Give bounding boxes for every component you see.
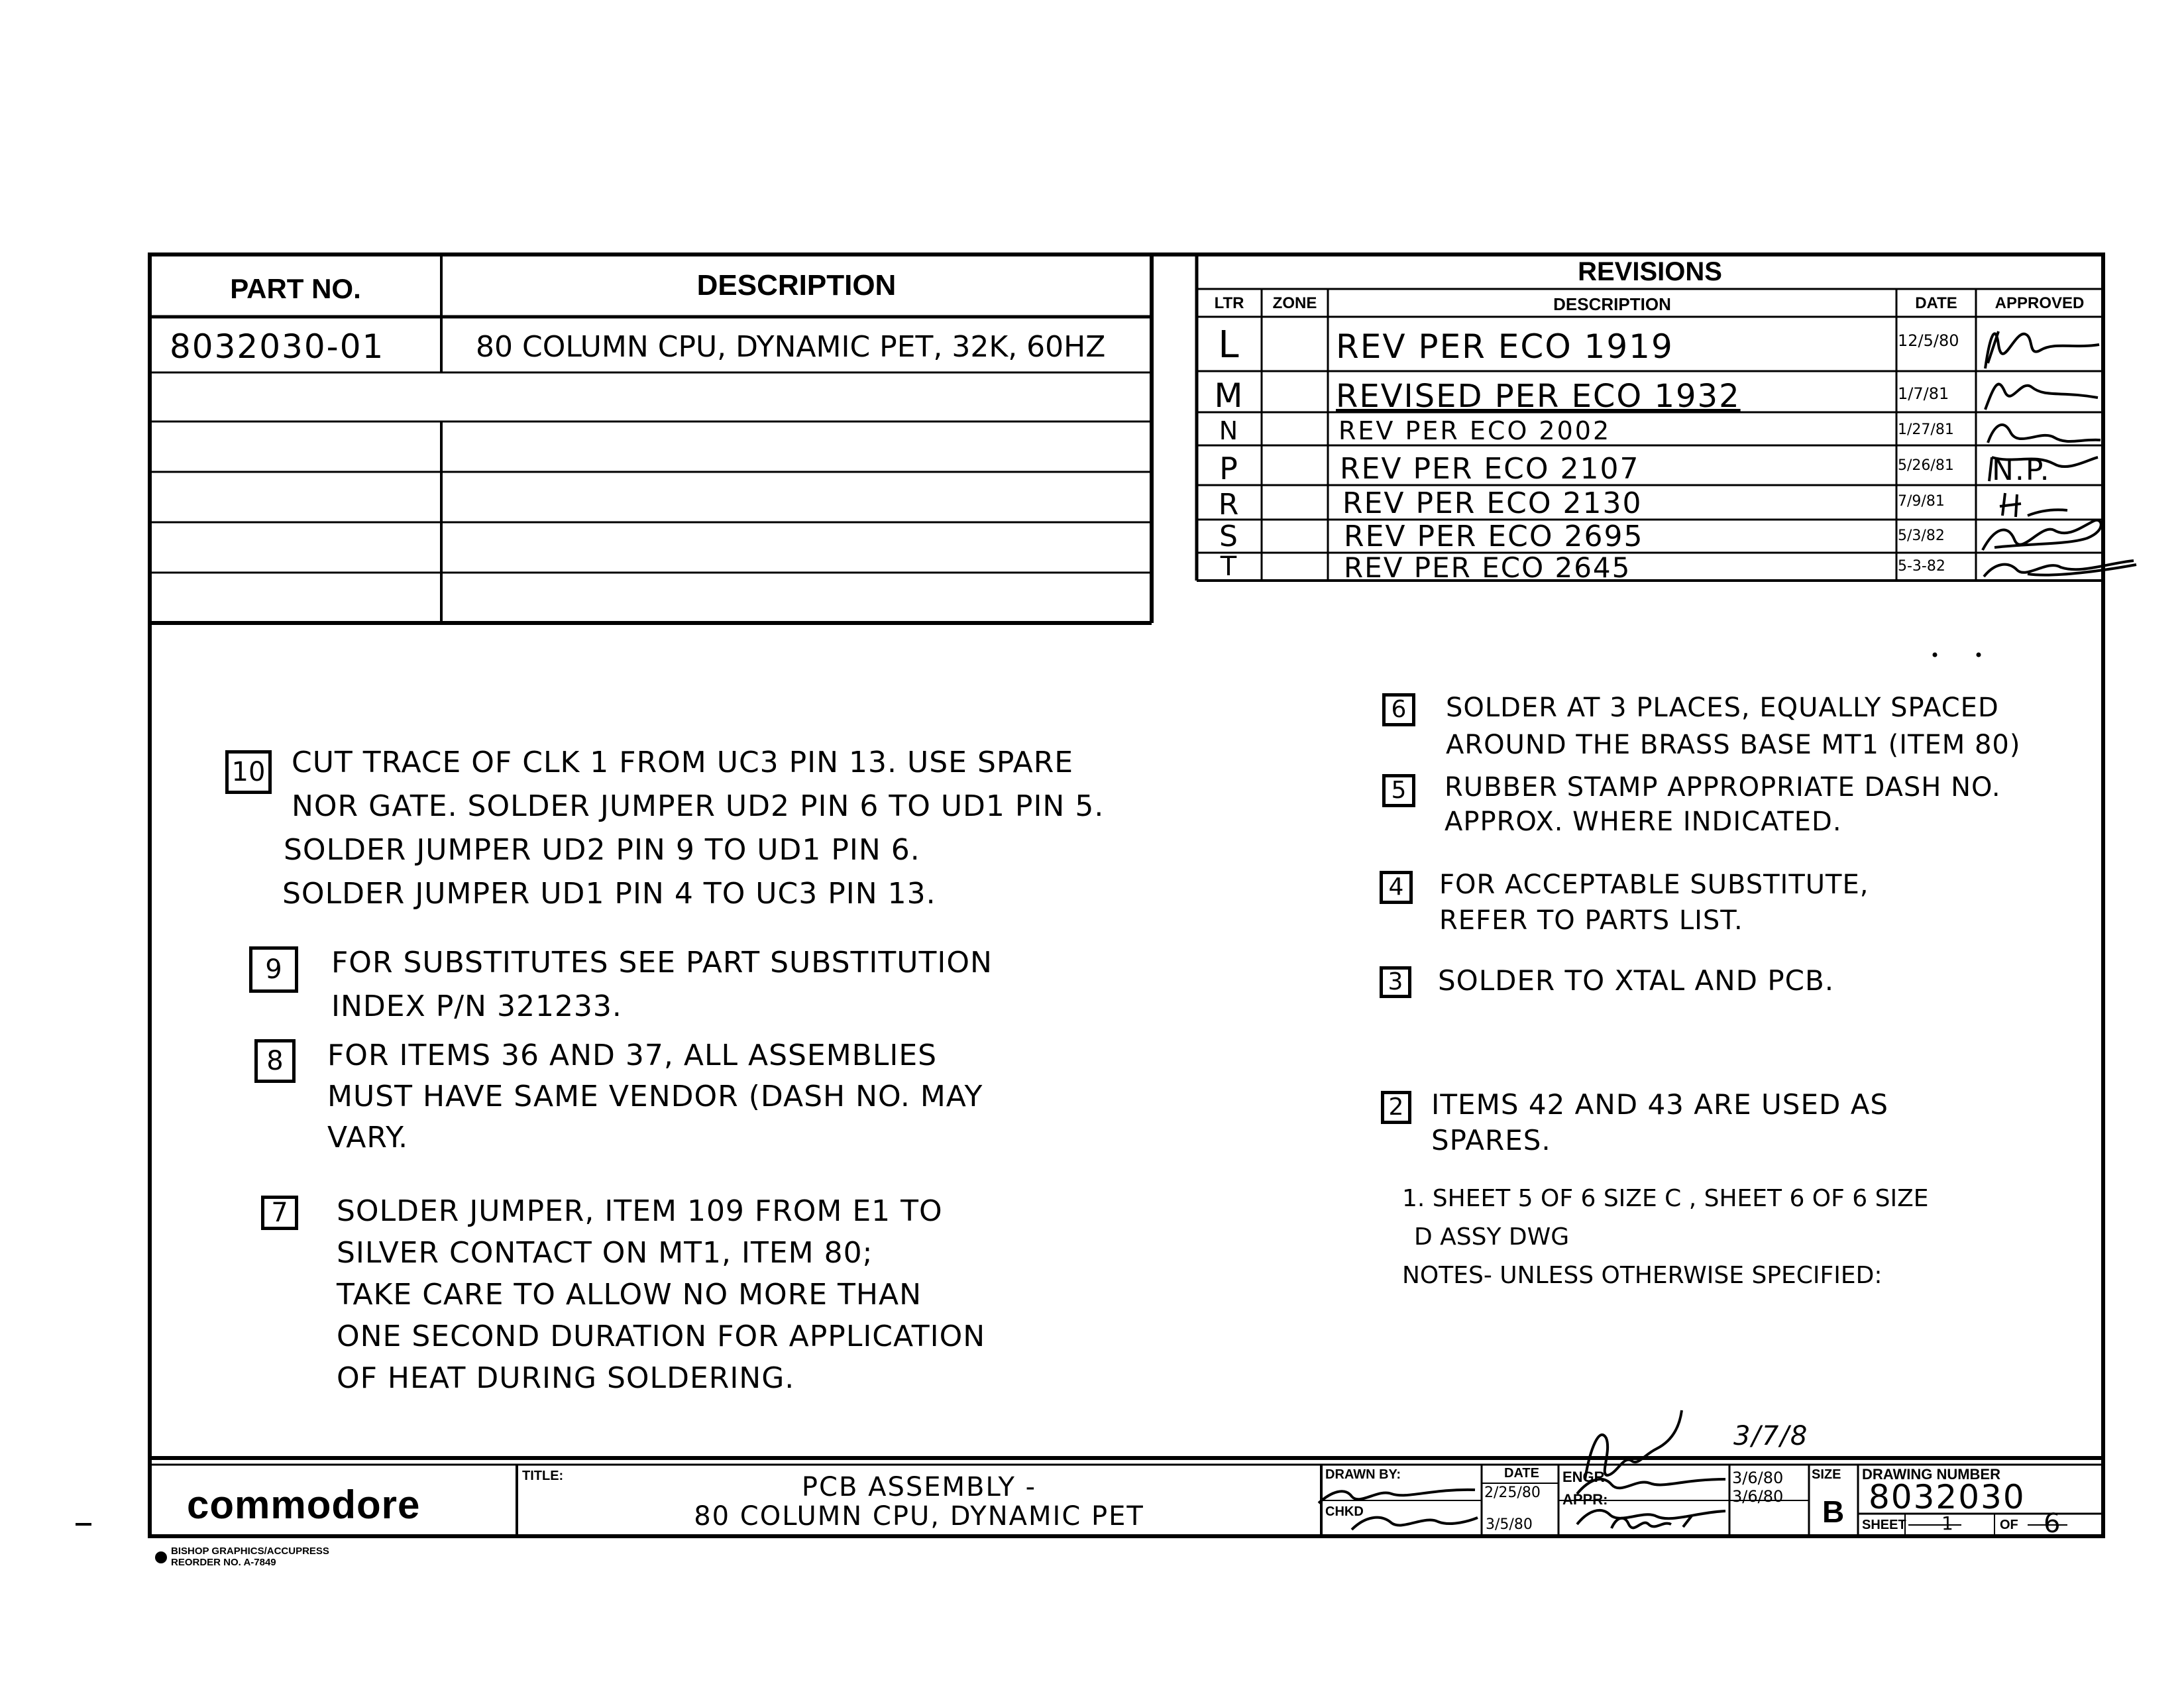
- engr-label: ENGR:: [1562, 1469, 1610, 1485]
- rev-approval-initials: N.P.: [1992, 453, 2051, 487]
- rev-letter: T: [1220, 551, 1238, 582]
- rev-description: REV PER ECO 2645: [1344, 551, 1631, 584]
- rev-letter: L: [1218, 323, 1240, 366]
- drawing-number-label: DRAWING NUMBER: [1862, 1466, 2000, 1483]
- drawn-by-label: DRAWN BY:: [1325, 1467, 1401, 1482]
- revisions-title: REVISIONS: [1578, 257, 1722, 286]
- chkd-label: CHKD: [1325, 1504, 1364, 1519]
- note-number-box: 9: [249, 946, 298, 993]
- note-9-text: FOR SUBSTITUTES SEE PART SUBSTITUTION INDEX P/N 321233.: [331, 946, 993, 1023]
- rev-date-header: DATE: [1915, 294, 1957, 312]
- rev-date: 12/5/80: [1898, 331, 1959, 350]
- rev-letter: N: [1219, 416, 1240, 445]
- rev-letter: M: [1214, 376, 1244, 415]
- note-number-box: 8: [254, 1039, 296, 1083]
- rev-date: 5/3/82: [1898, 528, 1945, 544]
- note-number-box: 2: [1381, 1091, 1411, 1124]
- part-no-header: PART NO.: [230, 273, 361, 304]
- note-3-text: SOLDER TO XTAL AND PCB.: [1438, 964, 1835, 997]
- note-4-text: FOR ACCEPTABLE SUBSTITUTE, REFER TO PARTS LIST.: [1439, 870, 1869, 936]
- drawing-title-line-1: PCB ASSEMBLY -: [801, 1472, 1037, 1502]
- rev-zone-header: ZONE: [1272, 294, 1317, 312]
- handwritten-date: 3/7/8: [1733, 1421, 1809, 1451]
- sheet-value: 1: [1941, 1512, 1955, 1534]
- general-notes: [1402, 1180, 1929, 1295]
- of-label: OF: [2000, 1518, 2018, 1532]
- rev-description: REV PER ECO 2107: [1340, 452, 1640, 486]
- note-number-box: 7: [261, 1196, 298, 1230]
- size-value: B: [1822, 1494, 1845, 1529]
- size-label: SIZE: [1812, 1467, 1841, 1482]
- note-number-box: 6: [1382, 693, 1415, 726]
- rev-description: REV PER ECO 2002: [1338, 416, 1611, 445]
- rev-letter: R: [1218, 488, 1240, 522]
- rev-description: REV PER ECO 2130: [1342, 486, 1643, 520]
- note-5-text: RUBBER STAMP APPROPRIATE DASH NO. APPROX. WHERE INDICATED.: [1445, 772, 2001, 837]
- printer-mark: BISHOP GRAPHICS/ACCUPRESS REORDER NO. A-7849: [171, 1546, 329, 1568]
- of-value: 6: [2044, 1508, 2062, 1539]
- rev-letter: S: [1219, 520, 1239, 553]
- note-2-text: ITEMS 42 AND 43 ARE USED AS SPARES.: [1431, 1088, 1889, 1156]
- note-8-text: FOR ITEMS 36 AND 37, ALL ASSEMBLIES MUST HAVE SAME VENDOR (DASH NO. MAY VARY.: [327, 1039, 983, 1154]
- note-6-text: SOLDER AT 3 PLACES, EQUALLY SPACED AROUND THE BRASS BASE MT1 (ITEM 80): [1446, 693, 2021, 760]
- date-label: DATE: [1504, 1466, 1539, 1481]
- drawing-title: [517, 1473, 1321, 1531]
- rev-date: 5-3-82: [1898, 558, 1945, 575]
- drawing-title-line-2: 80 COLUMN CPU, DYNAMIC PET: [694, 1501, 1144, 1532]
- assy-dwg-note: D ASSY DWG: [1414, 1223, 1570, 1251]
- note-number-box: 10: [225, 750, 272, 794]
- sheet-note: 1. SHEET 5 OF 6 SIZE C , SHEET 6 OF 6 SIZE: [1402, 1185, 1929, 1212]
- rev-description-header: DESCRIPTION: [1553, 294, 1671, 314]
- part-description-cell: 80 COLUMN CPU, DYNAMIC PET, 32K, 60HZ: [476, 330, 1106, 364]
- appr-date: 3/6/80: [1732, 1487, 1784, 1506]
- chkd-date: 3/5/80: [1486, 1516, 1533, 1533]
- rev-ltr-header: LTR: [1214, 294, 1244, 312]
- rev-approved-header: APPROVED: [1994, 294, 2085, 312]
- rev-description: REV PER ECO 2695: [1344, 520, 1644, 553]
- title-label: TITLE:: [522, 1469, 564, 1483]
- rev-date: 1/7/81: [1898, 384, 1949, 403]
- note-number-box: 3: [1380, 966, 1411, 998]
- note-7-text: SOLDER JUMPER, ITEM 109 FROM E1 TO SILVER CONTACT ON MT1, ITEM 80; TAKE CARE TO ALLOW NO MORE THAN ONE SECOND DURATION FOR APPLICATION OF HEAT DURING SOLDERING.: [337, 1194, 986, 1395]
- notes-heading: NOTES- UNLESS OTHERWISE SPECIFIED:: [1402, 1262, 1883, 1289]
- note-number-box: 5: [1382, 774, 1415, 807]
- rev-date: 1/27/81: [1898, 422, 1954, 438]
- drawn-date: 2/25/80: [1484, 1485, 1541, 1501]
- rev-letter: P: [1219, 451, 1239, 486]
- note-number-box: 4: [1380, 871, 1413, 904]
- description-header: DESCRIPTION: [696, 269, 897, 302]
- rev-description: REV PER ECO 1919: [1336, 327, 1674, 366]
- company-logo: commodore: [187, 1483, 421, 1527]
- part-number-cell: 8032030-01: [170, 327, 385, 366]
- rev-date: 7/9/81: [1898, 493, 1945, 510]
- engr-date: 3/6/80: [1732, 1469, 1784, 1487]
- rev-date: 5/26/81: [1898, 457, 1954, 474]
- drawing-number: 8032030: [1869, 1478, 2026, 1516]
- sheet-label: SHEET: [1862, 1518, 1906, 1532]
- note-10-text: CUT TRACE OF CLK 1 FROM UC3 PIN 13. USE SPARE NOR GATE. SOLDER JUMPER UD2 PIN 6 TO UD1 PIN 5. SOLDER JUMPER UD2 PIN 9 TO UD1 PIN 6. SOLDER JUMPER UD1 PIN 4 TO UC3 PIN 13.: [282, 746, 1105, 911]
- rev-description: REVISED PER ECO 1932: [1336, 378, 1741, 415]
- appr-label: APPR:: [1562, 1491, 1608, 1508]
